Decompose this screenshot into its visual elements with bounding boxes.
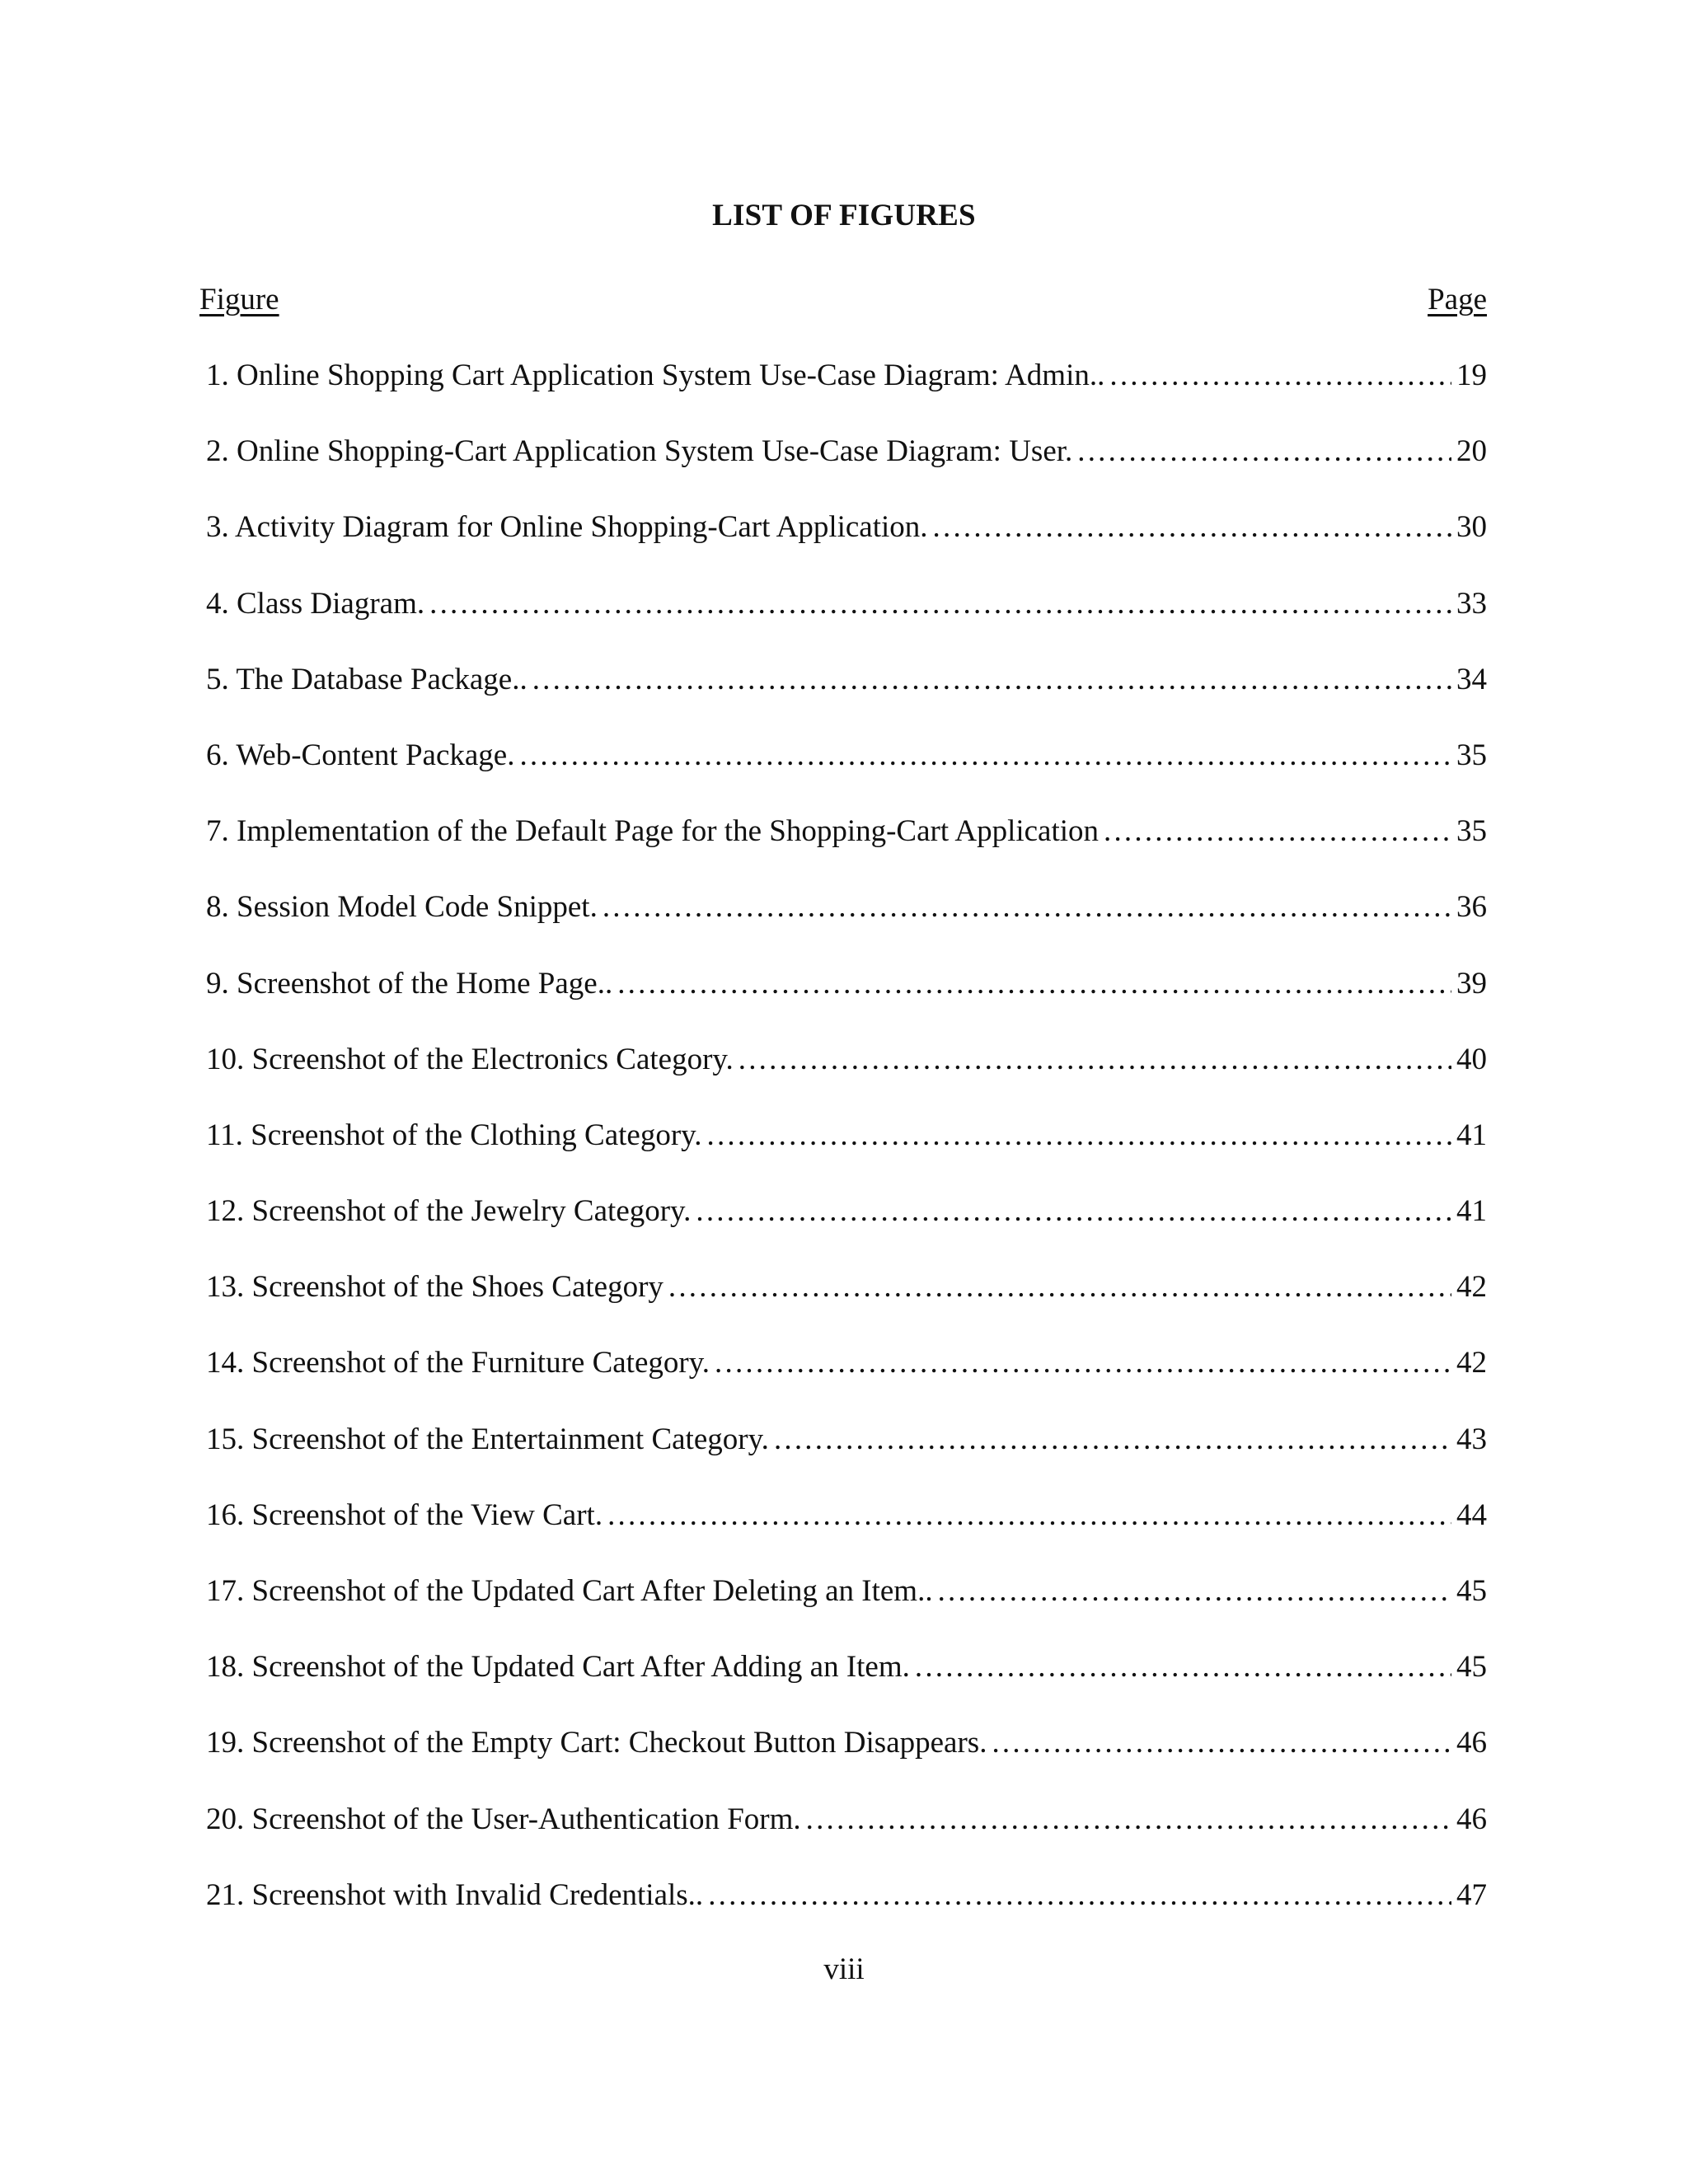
figure-title: 2. Online Shopping-Cart Application System Use-Case Diagram: User. [206,434,1073,469]
figure-entry [206,1570,1487,1646]
figure-title: 10. Screenshot of the Electronics Category. [206,1042,734,1076]
figure-entry [206,1874,1487,1950]
dot-leader [429,583,1451,626]
dot-leader [1104,810,1451,853]
dot-leader [806,1798,1451,1841]
dot-leader [532,658,1451,701]
figure-page-number: 47 [1456,1877,1487,1912]
figure-entry [206,963,1487,1038]
figure-entry [206,1190,1487,1266]
dot-leader [774,1418,1451,1461]
figure-entry [206,354,1487,430]
figure-page-number: 46 [1456,1726,1487,1760]
figure-entry [206,1798,1487,1874]
figure-title: 20. Screenshot of the User-Authentication Form. [206,1802,801,1836]
figure-entry [206,810,1487,886]
dot-leader [1077,430,1451,473]
dot-leader [938,1570,1451,1613]
figure-page-number: 33 [1456,586,1487,621]
figure-title: 16. Screenshot of the View Cart. [206,1497,603,1532]
figure-title: 11. Screenshot of the Clothing Category. [206,1118,702,1152]
figure-page-number: 42 [1456,1270,1487,1305]
dot-leader [607,1494,1451,1537]
figure-title: 4. Class Diagram. [206,586,425,621]
figure-page-number: 41 [1456,1118,1487,1152]
figure-page-number: 45 [1456,1574,1487,1608]
figure-column-header: Figure [199,283,279,316]
dot-leader [617,963,1451,1005]
figure-entry [206,1494,1487,1570]
figure-title: 1. Online Shopping Cart Application System Use-Case Diagram: Admin.. [206,359,1105,392]
figure-page-number: 45 [1456,1650,1487,1685]
figure-entry [206,1038,1487,1114]
dot-leader [738,1038,1451,1081]
dot-leader [1109,354,1451,397]
figure-title: 13. Screenshot of the Shoes Category [206,1270,663,1305]
figure-page-number: 34 [1456,662,1487,696]
dot-leader [707,1114,1452,1157]
dot-leader [696,1190,1451,1233]
figure-page-number: 35 [1456,814,1487,849]
figure-entry [206,583,1487,658]
figure-title: 7. Implementation of the Default Page for the Shopping-Cart Application [206,814,1100,849]
page-title: LIST OF FIGURES [712,199,976,232]
dot-leader [992,1722,1451,1765]
dot-leader [933,506,1451,549]
dot-leader [708,1874,1451,1917]
figure-title: 14. Screenshot of the Furniture Category. [206,1346,710,1380]
figure-entry [206,430,1487,506]
figure-title: 18. Screenshot of the Updated Cart After Adding an Item. [206,1650,910,1685]
figure-entry [206,1722,1487,1797]
figure-page-number: 43 [1456,1422,1487,1456]
figure-title: 15. Screenshot of the Entertainment Category. [206,1422,769,1456]
dot-leader [668,1266,1451,1309]
figure-entry [206,734,1487,810]
dot-leader [715,1342,1451,1385]
page-column-header: Page [1428,283,1487,316]
figure-page-number: 35 [1456,738,1487,772]
figure-page-number: 44 [1456,1497,1487,1532]
figure-page-number: 20 [1456,434,1487,469]
figure-entry [206,1646,1487,1722]
figure-entry [206,658,1487,734]
figure-page-number: 36 [1456,890,1487,925]
figure-list [206,354,1487,1950]
dot-leader [603,886,1451,929]
figure-page-number: 46 [1456,1802,1487,1836]
page-number: viii [823,1952,865,1986]
figure-entry [206,1342,1487,1418]
dot-leader [915,1646,1451,1689]
figure-page-number: 42 [1456,1346,1487,1380]
figure-page-number: 41 [1456,1194,1487,1229]
figure-entry [206,886,1487,962]
figure-entry [206,506,1487,582]
figure-title: 6. Web-Content Package. [206,738,515,772]
figure-title: 9. Screenshot of the Home Page.. [206,966,613,1001]
figure-title: 21. Screenshot with Invalid Credentials.. [206,1877,704,1912]
figure-title: 8. Session Model Code Snippet. [206,890,598,925]
figure-page-number: 19 [1456,359,1487,392]
figure-page-number: 40 [1456,1042,1487,1076]
figure-title: 3. Activity Diagram for Online Shopping-Cart Application. [206,510,928,545]
figure-title: 12. Screenshot of the Jewelry Category. [206,1194,692,1229]
figure-page-number: 30 [1456,510,1487,545]
figure-page-number: 39 [1456,966,1487,1001]
figure-title: 19. Screenshot of the Empty Cart: Checkout Button Disappears. [206,1726,987,1760]
column-headers [199,279,1487,321]
figure-entry [206,1418,1487,1494]
dot-leader [519,734,1451,777]
figure-title: 17. Screenshot of the Updated Cart After Deleting an Item.. [206,1574,933,1608]
figure-entry [206,1114,1487,1190]
figure-entry [206,1266,1487,1342]
figure-title: 5. The Database Package.. [206,662,528,696]
